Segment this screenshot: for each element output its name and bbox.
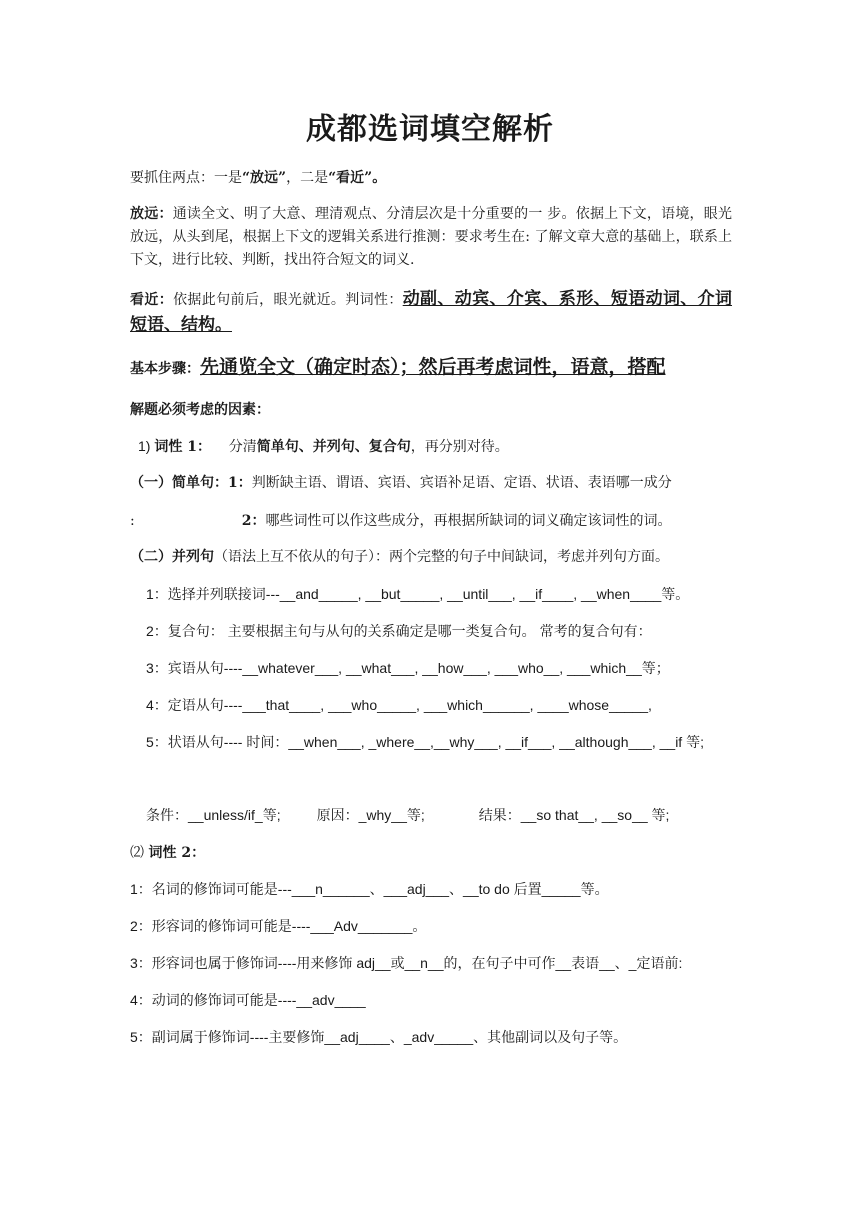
intro-line [130,167,730,187]
kanjin-label: 看近： [130,292,174,308]
simple-label: 简单句：1： [172,475,252,491]
intro-text-2: ，二是 [286,170,329,186]
fangyuan-paragraph [130,203,732,272]
cixing1-line [138,436,738,456]
factors-text: 解题必须考虑的因素： [130,402,270,418]
cixing2-label: 词性 2： [148,845,206,861]
condition-text: 条件：__unless/if_等; [146,807,281,823]
conditions-line [146,805,746,825]
intro-fangyuan: “放远” [242,170,287,186]
simple-line [130,472,730,492]
list-item: 1：选择并列联接词---__and_____, __but_____, __until___, __if____, __when____等。 [146,586,690,602]
compound-line [130,546,730,566]
simple2-line [130,510,730,530]
list-item: 3：形容词也属于修饰词----用来修饰 adj__或__n__的，在句子中可作__表语__、_定语前: [130,955,683,971]
simple-text: 判断缺主语、谓语、宾语、宾语补足语、定语、状语、表语哪一成分 [251,475,672,491]
fangyuan-text: 通读全文、明了大意、理清观点、分清层次是十分重要的一 步。依据上下文，语境，眼光放远，从头到尾，根据上下文的逻辑关系进行推测：要求考生在: 了解文章大意的基础上，联系上下文，进行比较、判断，找出符合短文的词义. [130,206,733,268]
cixing1-label: 词性 1： [154,439,211,455]
list-item: 3：宾语从句----__whatever___, __what___, __how___, ___who__, ___which__等； [146,660,670,676]
cixing1-number: 1) [138,438,155,454]
cixing2-line [130,842,730,862]
kanjin-text: 依据此句前后，眼光就近。判词性： [173,292,403,308]
factors-heading [130,399,730,419]
steps-line [130,352,730,379]
list-item: 5：状语从句---- 时间：__when___, _where__,__why___, __if___, __although___, __if 等; [146,734,704,750]
kanjin-paragraph [130,287,732,339]
fangyuan-label: 放远： [130,206,173,222]
list-item: 2：复合句： 主要根据主句与从句的关系确定是哪一类复合句。 常考的复合句有： [146,623,652,639]
list-item: 1：名词的修饰词可能是---___n______、___adj___、__to do 后置_____等。 [130,881,609,897]
cixing1-text-2: ，再分别对待。 [410,439,509,455]
cixing1-text: 分清 [210,439,257,455]
simple2-text: 哪些词性可以作这些成分，再根据所缺词的词义确定该词性的词。 [265,513,672,529]
list-item: 4：定语从句----___that____, ___who_____, ___which______, ____whose_____, [146,697,652,713]
compound-label: 并列句 [172,549,214,565]
list-item: 4：动词的修饰词可能是----__adv____ [130,992,366,1008]
simple-num: （一） [130,475,172,491]
simple2-colon: : [130,513,135,529]
steps-text: 先通览全文（确定时态）；然后再考虑词性，语意，搭配 [200,356,666,378]
list-item: 5：副词属于修饰词----主要修饰__adj____、_adv_____、其他副词以及句子等。 [130,1029,628,1045]
intro-text: 要抓住两点：一是 [130,170,242,186]
cixing2-number: ⑵ [130,845,149,861]
intro-kanjin: “看近”。 [328,170,387,186]
steps-label: 基本步骤： [130,361,200,377]
compound-num: （二） [130,549,172,565]
page-title: 成都选词填空解析 [306,112,554,147]
compound-text: （语法上互不依从的句子）：两个完整的句子中间缺词，考虑并列句方面。 [214,549,669,565]
result-text: 结果：__so that__, __so__ 等; [478,807,670,823]
simple2-label: 2： [241,513,266,529]
cixing1-sentence-types: 简单句、并列句、复合句 [256,439,411,455]
list-item: 2：形容词的修饰词可能是----___Adv_______。 [130,918,427,934]
kanjin-emphasis: 动副、动宾、介宾、系形、短语动词、介词短语、结构。 [130,289,733,335]
reason-text: 原因：_why__等; [316,807,425,823]
